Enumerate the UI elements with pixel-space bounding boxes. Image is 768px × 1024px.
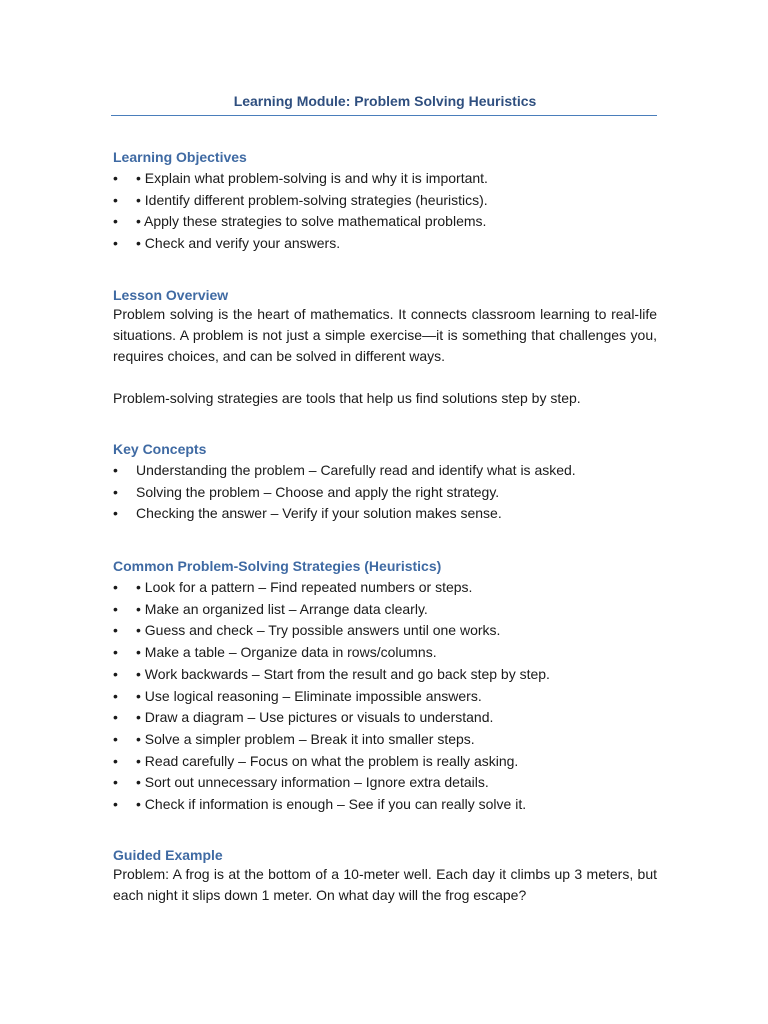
objective-text: • Explain what problem-solving is and why it is important. — [136, 170, 488, 186]
strategy-text: • Read carefully – Focus on what the problem is really asking. — [136, 752, 519, 769]
list-item — [113, 794, 657, 816]
objectives-list — [113, 168, 657, 255]
list-item — [113, 168, 657, 190]
strategy-text: • Check if information is enough – See if you can really solve it. — [136, 796, 527, 813]
strategy-text: • Look for a pattern – Find repeated numbers or steps. — [136, 579, 473, 595]
list-item — [113, 482, 657, 504]
list-item — [113, 751, 657, 773]
list-item — [113, 211, 657, 233]
bullet-icon: • — [113, 235, 118, 252]
strategy-text: • Make a table – Organize data in rows/columns. — [136, 644, 437, 661]
strategy-text: • Guess and check – Try possible answers until one works. — [136, 622, 501, 639]
list-item — [113, 620, 657, 642]
list-item — [113, 460, 657, 482]
list-item — [113, 190, 657, 212]
strategies-heading: Common Problem-Solving Strategies (Heuristics) — [113, 558, 442, 574]
bullet-icon: • — [113, 600, 118, 617]
list-item — [113, 503, 657, 525]
list-item — [113, 233, 657, 255]
concepts-list — [113, 460, 657, 525]
objective-text: • Check and verify your answers. — [136, 235, 341, 252]
concept-text: Checking the answer – Verify if your solution makes sense. — [136, 505, 502, 522]
bullet-icon: • — [113, 709, 118, 726]
bullet-icon: • — [113, 796, 118, 813]
overview-paragraph-strategies: Problem-solving strategies are tools that help us find solutions step by step. — [113, 390, 581, 406]
strategy-text: • Solve a simpler problem – Break it into smaller steps. — [136, 730, 475, 747]
objective-text: • Apply these strategies to solve mathematical problems. — [136, 213, 487, 230]
title-underline — [111, 115, 657, 116]
strategy-text: • Work backwards – Start from the result and go back step by step. — [136, 665, 550, 682]
strategies-list — [113, 577, 657, 816]
example-heading: Guided Example — [113, 847, 223, 863]
objectives-heading: Learning Objectives — [113, 149, 247, 165]
strategy-text: • Make an organized list – Arrange data clearly. — [136, 600, 428, 617]
list-item — [113, 642, 657, 664]
concepts-heading: Key Concepts — [113, 441, 207, 457]
bullet-icon: • — [113, 687, 118, 704]
bullet-icon: • — [113, 462, 118, 478]
document-title: Learning Module: Problem Solving Heuristics — [233, 93, 537, 109]
overview-paragraph: Problem solving is the heart of mathematics. It connects classroom learning to real-life situations. A problem is not just a simple exercise—it is something that challenges you, requires choices, and can be solved in different ways. — [113, 306, 657, 364]
concept-text: Solving the problem – Choose and apply the right strategy. — [136, 483, 500, 500]
overview-heading: Lesson Overview — [113, 287, 229, 303]
bullet-icon: • — [113, 191, 118, 208]
bullet-icon: • — [113, 665, 118, 682]
list-item — [113, 729, 657, 751]
list-item — [113, 664, 657, 686]
bullet-icon: • — [113, 730, 118, 747]
list-item — [113, 577, 657, 599]
list-item — [113, 707, 657, 729]
objective-text: • Identify different problem-solving strategies (heuristics). — [136, 191, 488, 208]
strategy-text: • Use logical reasoning – Eliminate impossible answers. — [136, 687, 482, 704]
strategy-text: • Draw a diagram – Use pictures or visuals to understand. — [136, 709, 494, 726]
bullet-icon: • — [113, 774, 118, 791]
bullet-icon: • — [113, 644, 118, 661]
bullet-icon: • — [113, 170, 118, 186]
bullet-icon: • — [113, 483, 118, 500]
bullet-icon: • — [113, 505, 118, 522]
bullet-icon: • — [113, 752, 118, 769]
concept-text: Understanding the problem – Carefully read and identify what is asked. — [136, 462, 576, 478]
bullet-icon: • — [113, 579, 118, 595]
list-item — [113, 686, 657, 708]
bullet-icon: • — [113, 213, 118, 230]
list-item — [113, 772, 657, 794]
bullet-icon: • — [113, 622, 118, 639]
list-item — [113, 599, 657, 621]
example-problem: Problem: A frog is at the bottom of a 10-meter well. Each day it climbs up 3 meters, but each night it slips down 1 meter. On what day will the frog escape? — [113, 866, 657, 903]
strategy-text: • Sort out unnecessary information – Ignore extra details. — [136, 774, 489, 791]
